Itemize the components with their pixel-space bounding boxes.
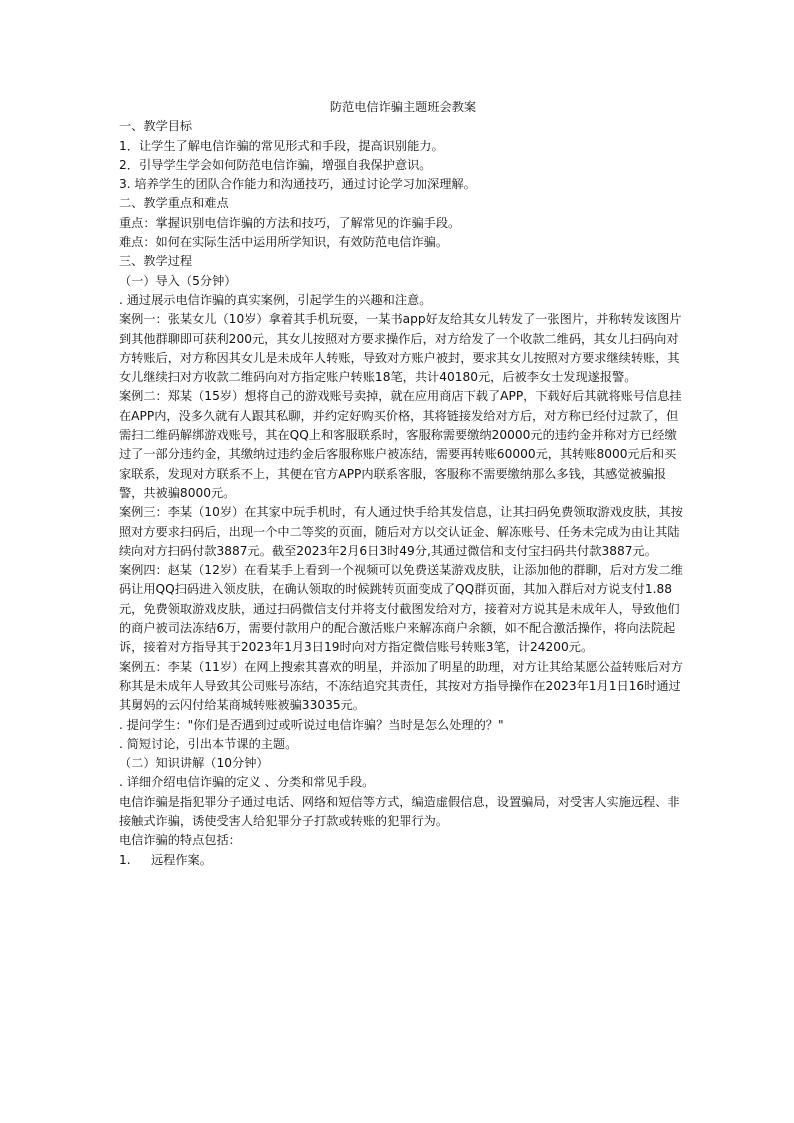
paragraph: . 简短讨论，引出本节课的主题。 [119,736,298,751]
paragraph: 难点：如何在实际生活中运用所学知识，有效防范电信诈骗。 [119,235,449,250]
document-page [119,98,687,870]
list-item-number: 1. [119,852,131,867]
paragraph: 2．引导学生学会如何防范电信诈骗，增强自我保护意识。 [119,157,432,172]
paragraph: 电信诈骗的特点包括： [119,833,241,848]
document-title: 防范电信诈骗主题班会教案 [329,100,477,114]
paragraph: . 通过展示电信诈骗的真实案例，引起学生的兴趣和注意。 [119,292,432,307]
paragraph: . 提问学生："你们是否遇到过或听说过电信诈骗？当时是怎么处理的？" [119,717,504,732]
subsection-heading: （二）知识讲解（10分钟） [119,756,269,771]
case-paragraph: 案例二：郑某（15岁）想将自己的游戏账号卖掉，就在应用商店下载了APP，下载好后其就将账号信息挂在APP内，没多久就有人跟其私聊，并约定好购买价格，其将链接发给对方后，对方称已经付过款了，但需扫二维码解绑游戏账号，其在QQ上和客服联系时，客服称需要缴纳20000元的违约金并称对方已经缴过了一部分违约金，其缴纳过违约金后客服称账户被冻结，需要再转账60000元，其转账8000元后和买家联系，发现对方联系不上，其便在官方APP内联系客服，客服称不需要缴纳那么多钱，其感觉被骗报警，共被骗8000元。 [119,389,682,500]
case-paragraph: 案例五：李某（11岁）在网上搜索其喜欢的明星，并添加了明星的助理，对方让其给某愿公益转账后对方称其是未成年人导致其公司账号冻结，不冻结追究其责任，其按对方指导操作在2023年1月1日16时通过其舅妈的云闪付给某商城转账被骗33035元。 [119,659,683,713]
paragraph: 1．让学生了解电信诈骗的常见形式和手段，提高识别能力。 [119,138,444,153]
section-heading: 二、教学重点和难点 [119,196,229,211]
case-paragraph: 案例一：张某女儿（10岁）拿着其手机玩耍，一某书app好友给其女儿转发了一张图片，并称转发该图片到其他群聊即可获利200元，其女儿按照对方要求操作后，对方给发了一个收款二维码，其女儿扫码向对方转账后，对方称因其女儿是未成年人转账，导致对方账户被封，要求其女儿按照对方要求继续转账，其女儿继续扫对方收款二维码向对方指定账户转账18笔，共计40180元，后被李女士发现遂报警。 [119,312,682,385]
section-heading: 三、教学过程 [119,254,193,269]
paragraph: 3. 培养学生的团队合作能力和沟通技巧，通过讨论学习加深理解。 [119,177,476,192]
section-heading: 一、教学目标 [119,119,193,134]
subsection-heading: （一）导入（5分钟） [119,273,237,288]
paragraph: . 详细介绍电信诈骗的定义 、分类和常见手段。 [119,775,375,790]
paragraph: 重点：掌握识别电信诈骗的方法和技巧，了解常见的诈骗手段。 [119,215,461,230]
list-item [119,851,687,870]
list-item-text: 远程作案。 [151,852,212,867]
case-paragraph: 案例四：赵某（12岁）在看某手上看到一个视频可以免费送某游戏皮肤，让添加他的群聊，后对方发二维码让用QQ扫码进入领皮肤，在确认领取的时候跳转页面变成了QQ群页面，其加入群后对方说支付1.88元，免费领取游戏皮肤，通过扫码微信支付并将支付截图发给对方，接着对方说其是未成年人，导致他们的商户被司法冻结6万，需要付款用户的配合激活账户来解冻商户余额，如不配合激活操作，将向法院起诉，接着对方指导其于2023年1月3日19时向对方指定微信账号转账3笔，计24200元。 [119,563,683,655]
paragraph: 电信诈骗是指犯罪分子通过电话、网络和短信等方式，编造虚假信息，设置骗局，对受害人实施远程、非接触式诈骗，诱使受害人给犯罪分子打款或转账的犯罪行为。 [119,794,680,828]
case-paragraph: 案例三：李某（10岁）在其家中玩手机时，有人通过快手给其发信息，让其扫码免费领取游戏皮肤，其按照对方要求扫码后，出现一个中二等奖的页面，随后对方以交认证金、解冻账号、任务未完成为由让其陆续向对方扫码付款3887元。截至2023年2月6日3时49分,其通过微信和支付宝扫码共付款3887元。 [119,505,683,558]
